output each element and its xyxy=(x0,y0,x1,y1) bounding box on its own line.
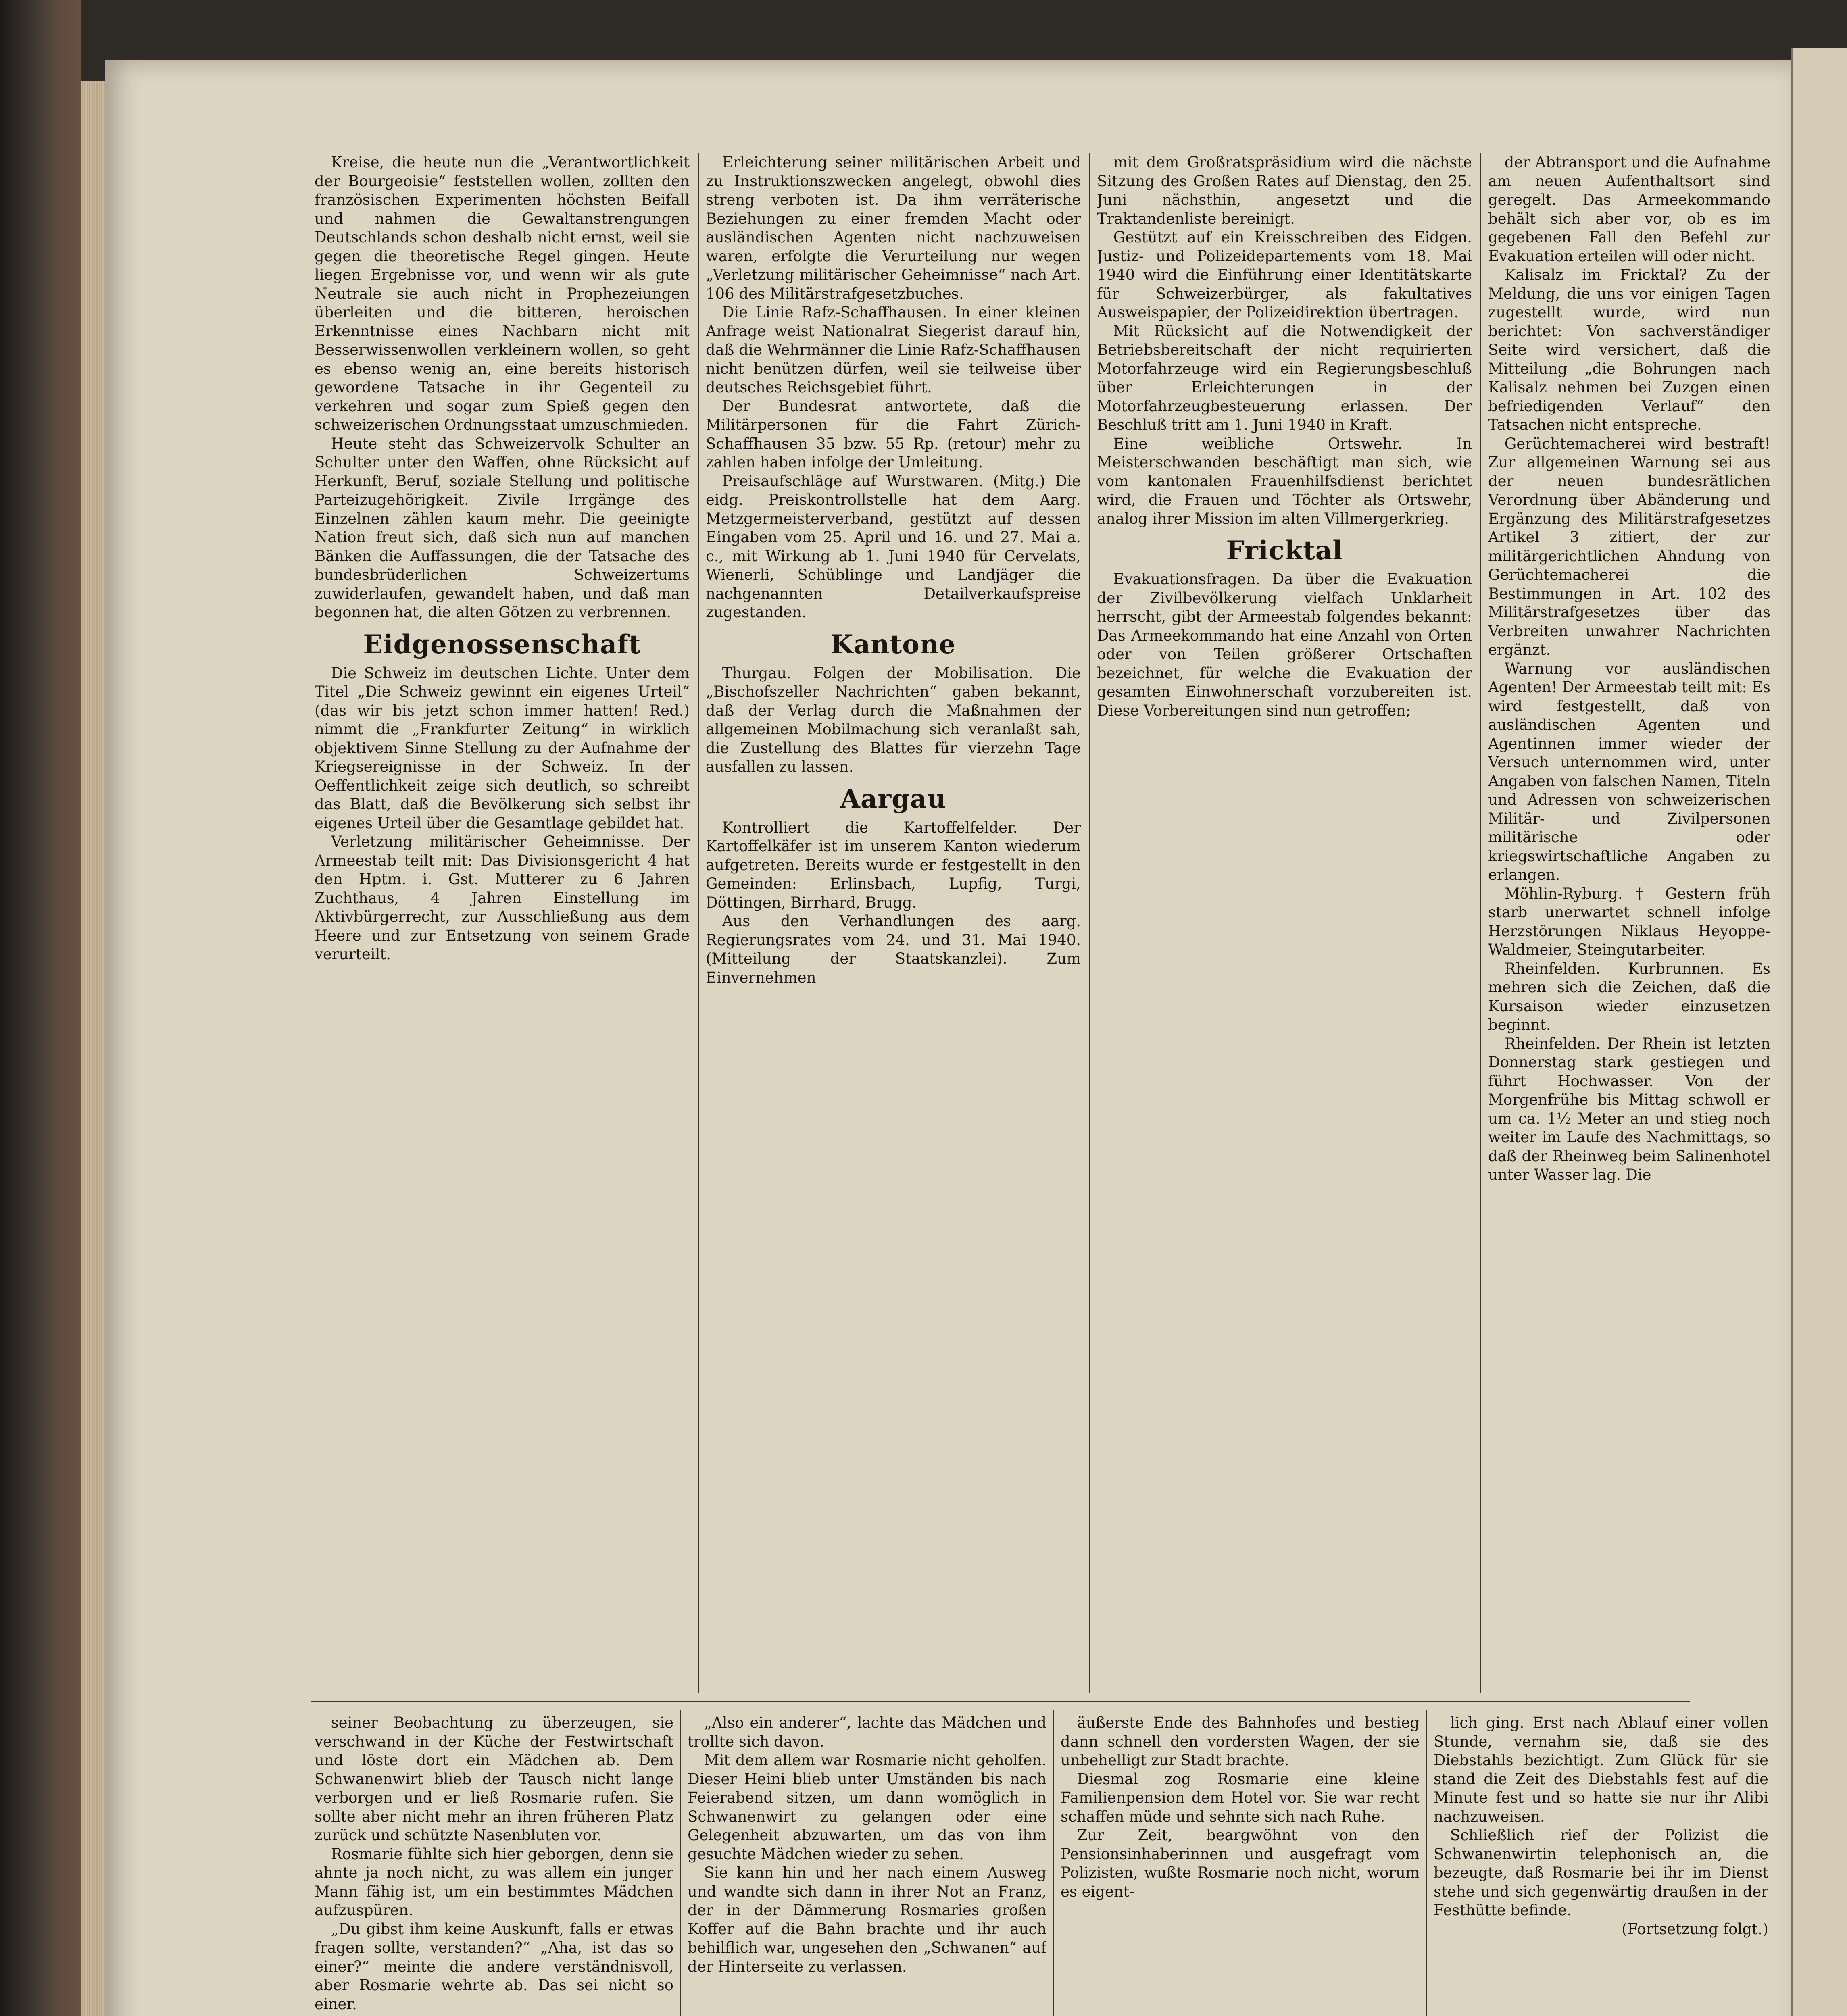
feuilleton-column-1 xyxy=(315,1714,673,2016)
feuilleton-divider xyxy=(311,1701,1690,1702)
page-stack-edge xyxy=(81,81,105,2016)
feuilleton-column-2 xyxy=(688,1714,1046,2016)
feuil-par-3: „Du gibst ihm keine Auskunft, falls er etwas fragen sollte, verstanden?“ „Aha, ist das so einer?“ meinte die andere verständnisvoll, aber Rosmarie wehrte ab. Das sei nicht so einer. xyxy=(315,1920,673,2013)
feuil-par-11: Schließlich rief der Polizist die Schwanenwirtin telephonisch an, die bezeugte, daß Rosmarie bei ihr im Dienst stehe und sich gegenwärtig draußen in der Festhütte befinde. xyxy=(1434,1826,1768,1919)
book-spine xyxy=(0,0,81,2016)
feuilleton-column-4 xyxy=(1434,1714,1768,2016)
col4-par-1: der Abtransport und die Aufnahme am neuen Aufenthaltsort sind geregelt. Das Armeekommando behält sich aber vor, ob es im gegebenen Fall den Befehl zur Evakuation erteilen will oder nicht. xyxy=(1488,154,1770,265)
col4-par-7: Rheinfelden. Der Rhein ist letzten Donnerstag stark gestiegen und führt Hochwasser. Von der Morgenfrühe bis Mittag schwoll er um ca. 1½ Meter an und stieg noch weiter im Laufe des Nachmittags, so daß der Rheinweg beim Salinenhotel unter Wasser lag. Die xyxy=(1488,1035,1770,1183)
col4-par-6: Rheinfelden. Kurbrunnen. Es mehren sich die Zeichen, daß die Kursaison wieder einzusetzen beginnt. xyxy=(1488,960,1770,1033)
section-heading-eidgenossenschaft: Eidgenossenschaft xyxy=(363,629,641,660)
column-divider-2 xyxy=(1089,153,1090,1693)
col3-par-4: Eine weibliche Ortswehr. In Meisterschwanden beschäftigt man sich, wie vom kantonalen Frauenhilfsdienst berichtet wird, die Frauen und Töchter als Ortswehr, analog ihrer Mission im alten Villmergerkrieg. xyxy=(1097,435,1472,527)
feuilleton-divider-2 xyxy=(1053,1710,1054,2016)
col3-par-3: Mit Rücksicht auf die Notwendigkeit der Betriebsbereitschaft der nicht requirierten Motorfahrzeuge wird ein Regierungsbeschluß über Erleichterungen in der Motorfahrzeugbesteuerung erlassen. Der Beschluß tritt am 1. Juni 1940 in Kraft. xyxy=(1097,322,1472,433)
col4-par-5: Möhlin-Ryburg. † Gestern früh starb unerwartet schnell infolge Herzstörungen Niklaus Heyoppe-Waldmeier, Steingutarbeiter. xyxy=(1488,885,1770,958)
section-heading-kantone: Kantone xyxy=(830,629,956,660)
col1-par-4: Verletzung militärischer Geheimnisse. Der Armeestab teilt mit: Das Divisionsgericht 4 hat den Hptm. i. Gst. Mutterer zu 6 Jahren Zuchthaus, 4 Jahren Einstellung im Aktivbürgerrecht, zur Ausschließung aus dem Heere und zur Entsetzung von seinem Grade verurteilt. xyxy=(315,833,690,963)
col2-par-3: Der Bundesrat antwortete, daß die Militärpersonen für die Fahrt Zürich-Schaffhausen 35 bzw. 55 Rp. (retour) mehr zu zahlen haben infolge der Umleitung. xyxy=(706,397,1081,471)
section-heading-aargau: Aargau xyxy=(840,783,946,814)
col1-par-2: Heute steht das Schweizervolk Schulter an Schulter unter den Waffen, ohne Rücksicht auf Herkunft, Beruf, soziale Stellung und politische Parteizugehörigkeit. Zivile Irrgänge des Einzelnen zählen kaum mehr. Die geeinigte Nation freut sich, daß sich nun auf manchen Bänken die Auffassungen, die der Tatsache des bundesbrüderlichen Schweizertums zuwiderlaufen, gewandelt haben, und daß man begonnen hat, die alten Götzen zu verbrennen. xyxy=(315,435,690,621)
column-divider-1 xyxy=(698,153,699,1693)
adjacent-page-edge xyxy=(1791,48,1847,2016)
col4-par-2: Kalisalz im Fricktal? Zu der Meldung, die uns vor einigen Tagen zugestellt wurde, wird nun berichtet: Von sachverständiger Seite wird versichert, daß die Mitteilung „die Bohrungen nach Kalisalz nehmen bei Zuzgen einen befriedigenden Verlauf“ den Tatsachen nicht entspreche. xyxy=(1488,266,1770,433)
feuil-par-7: äußerste Ende des Bahnhofes und bestieg dann schnell den vordersten Wagen, der sie unbehelligt zur Stadt brachte. xyxy=(1061,1714,1420,1769)
col2-par-2: Die Linie Rafz-Schaffhausen. In einer kleinen Anfrage weist Nationalrat Siegerist darauf hin, daß die Wehrmänner die Linie Rafz-Schaffhausen nicht benützen dürfen, weil sie teilweise über deutsches Reichsgebiet führt. xyxy=(706,304,1081,396)
col4-par-3: Gerüchtemacherei wird bestraft! Zur allgemeinen Warnung sei aus der neuen bundesrätlichen Verordnung über Abänderung und Ergänzung des Militärstrafgesetzes Artikel 3 zitiert, der zur militärgerichtlichen Ahndung von Gerüchtemacherei die Bestimmungen in Art. 102 des Militärstrafgesetzes über das Verbreiten unwahrer Nachrichten ergänzt. xyxy=(1488,435,1770,658)
feuil-par-2: Rosmarie fühlte sich hier geborgen, denn sie ahnte ja noch nicht, zu was allem ein junger Mann fähig ist, um ein bestimmtes Mädchen aufzuspüren. xyxy=(315,1845,673,1919)
col2-par-4: Preisaufschläge auf Wurstwaren. (Mitg.) Die eidg. Preiskontrollstelle hat dem Aarg. Metzgermeisterverband, gestützt auf dessen Eingaben vom 25. April und 16. und 27. Mai a. c., mit Wirkung ab 1. Juni 1940 für Cervelats, Wienerli, Schüblinge und Landjäger die nachgenannten Detailverkaufspreise zugestanden. xyxy=(706,472,1081,621)
feuilleton-divider-1 xyxy=(680,1710,681,2016)
section-heading-fricktal: Fricktal xyxy=(1226,535,1343,566)
col3-par-5: Evakuationsfragen. Da über die Evakuation der Zivilbevölkerung vielfach Unklarheit herrscht, gibt der Armeestab folgendes bekannt: Das Armeekommando hat eine Anzahl von Orten oder von Teilen größerer Ortschaften bezeichnet, für welche die Evakuation der gesamten Einwohnerschaft vorzubereiten ist. Diese Vorbereitungen sind nun getroffen; xyxy=(1097,571,1472,719)
col3-par-1: mit dem Großratspräsidium wird die nächste Sitzung des Großen Rates auf Dienstag, den 25. Juni nächsthin, angesetzt und die Traktandenliste bereinigt. xyxy=(1097,154,1472,227)
column-3 xyxy=(1097,153,1472,720)
column-4 xyxy=(1488,153,1770,1185)
col4-par-4: Warnung vor ausländischen Agenten! Der Armeestab teilt mit: Es wird festgestellt, daß von ausländischen Agenten und Agentinnen immer wieder der Versuch unternommen wird, unter Angaben von falschen Namen, Titeln und Adressen von schweizerischen Militär- und Zivilpersonen militärische oder kriegswirtschaftliche Angaben zu erlangen. xyxy=(1488,660,1770,883)
col3-par-2: Gestützt auf ein Kreisschreiben des Eidgen. Justiz- und Polizeidepartements vom 18. Mai 1940 wird die Einführung einer Identitätskarte für Schweizerbürger, als fakultatives Ausweispapier, der Polizeidirektion übertragen. xyxy=(1097,229,1472,321)
feuil-par-4: „Also ein anderer“, lachte das Mädchen und trollte sich davon. xyxy=(688,1714,1046,1750)
column-1 xyxy=(315,153,690,964)
col2-par-6: Kontrolliert die Kartoffelfelder. Der Kartoffelkäfer ist im unserem Kanton wiederum aufgetreten. Bereits wurde er festgestellt in den Gemeinden: Erlinsbach, Lupfig, Turgi, Döttingen, Birrhard, Brugg. xyxy=(706,818,1081,911)
feuil-par-8: Diesmal zog Rosmarie eine kleine Familienpension dem Hotel vor. Sie war recht schaffen müde und sehnte sich nach Ruhe. xyxy=(1061,1770,1420,1825)
column-divider-3 xyxy=(1480,153,1481,1693)
feuil-par-10: lich ging. Erst nach Ablauf einer vollen Stunde, vernahm sie, daß sie des Diebstahls bezichtigt. Zum Glück für sie stand die Zeit des Diebstahls fest auf die Minute fest und so hatte sie nur ihr Alibi nachzuweisen. xyxy=(1434,1714,1768,1825)
feuilleton-column-3 xyxy=(1061,1714,1420,2016)
feuil-par-6: Sie kann hin und her nach einem Ausweg und wandte sich dann in ihrer Not an Franz, der in der Dämmerung Rosmaries großen Koffer auf die Bahn brachte und ihr auch behilflich war, ungesehen den „Schwanen“ auf der Hinterseite zu verlassen. xyxy=(688,1864,1046,1975)
col1-par-3: Die Schweiz im deutschen Lichte. Unter dem Titel „Die Schweiz gewinnt ein eigenes Urteil“ (das wir bis jetzt schon immer hatten! Red.) nimmt die „Frankfurter Zeitung“ in wirklich objektivem Sinne Stellung zu der Aufnahme der Kriegsereignisse in der Schweiz. In der Oeffentlichkeit zeige sich deutlich, so schreibt das Blatt, daß die Bevölkerung sich selbst ihr eigenes Urteil über die Gesamtlage gebildet hat. xyxy=(315,664,690,832)
feuil-continued: (Fortsetzung folgt.) xyxy=(1622,1920,1768,1938)
col2-par-7: Aus den Verhandlungen des aarg. Regierungsrates vom 24. und 31. Mai 1940. (Mitteilung der Staatskanzlei). Zum Einvernehmen xyxy=(706,912,1081,986)
column-2 xyxy=(706,153,1081,987)
col2-par-1: Erleichterung seiner militärischen Arbeit und zu Instruktionszwecken angelegt, obwohl dies streng verboten ist. Da ihm verräterische Beziehungen zu einer fremden Macht oder ausländischen Agenten nicht nachzuweisen waren, erfolgte die Verurteilung nur wegen „Verletzung militärischer Geheimnisse“ nach Art. 106 des Militärstrafgesetzbuches. xyxy=(706,154,1081,302)
col1-par-1: Kreise, die heute nun die „Verantwortlichkeit der Bourgeoisie“ feststellen wollen, zollten den französischen Experimenten höchsten Beifall und nahmen die Gewaltanstrengungen Deutschlands schon deshalb nicht ernst, weil sie gegen die theoretische Regel gingen. Heute liegen Ergebnisse vor, und wenn wir als gute Neutrale sie auch nicht in Prophezeiungen überleiten und die bitteren, heroischen Erkenntnisse eines Nachbarn nicht mit Besserwissenwollen verkleinern wollen, so geht es ebenso wenig an, eine bereits historisch gewordene Tatsache in ihr Gegenteil zu verkehren und sogar zum Spieß gegen den schweizerischen Ordnungsstaat umzuschmieden. xyxy=(315,154,690,433)
feuil-par-5: Mit dem allem war Rosmarie nicht geholfen. Dieser Heini blieb unter Umständen bis nach Feierabend sitzen, um dann womöglich in Schwanenwirt zu gelangen oder eine Gelegenheit abzuwarten, um das von ihm gesuchte Mädchen wieder zu sehen. xyxy=(688,1752,1046,1863)
feuil-par-9: Zur Zeit, beargwöhnt von den Pensionsinhaberinnen und ausgefragt vom Polizisten, wußte Rosmarie noch nicht, worum es eigent- xyxy=(1061,1826,1420,1900)
col2-par-5: Thurgau. Folgen der Mobilisation. Die „Bischofszeller Nachrichten“ gaben bekannt, daß der Verlag durch die Maßnahmen der allgemeinen Mobilmachung sich veranlaßt sah, die Zustellung des Blattes für vierzehn Tage ausfallen zu lassen. xyxy=(706,664,1081,775)
feuil-par-1: seiner Beobachtung zu überzeugen, sie verschwand in der Küche der Festwirtschaft und löste dort ein Mädchen ab. Dem Schwanenwirt blieb der Tausch nicht lange verborgen und er ließ Rosmarie rufen. Sie sollte aber nicht mehr an ihren früheren Platz zurück und schützte Nasenbluten vor. xyxy=(315,1714,673,1844)
feuilleton-divider-3 xyxy=(1426,1710,1427,2016)
